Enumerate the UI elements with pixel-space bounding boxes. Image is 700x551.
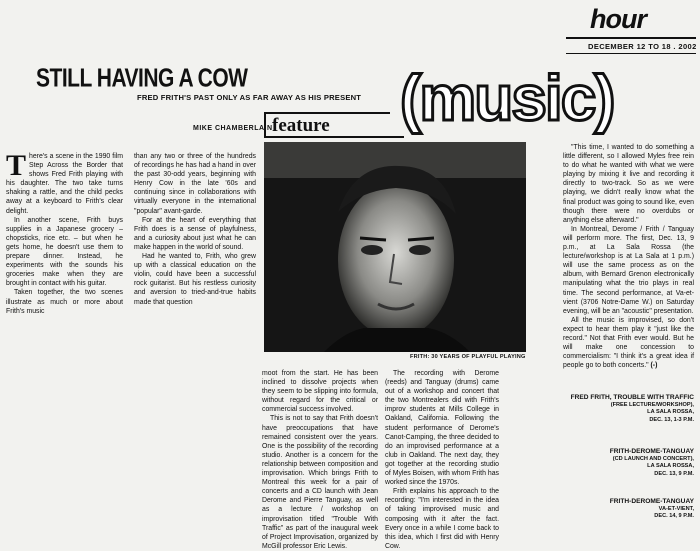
article-subhead: FRED FRITH'S PAST ONLY AS FAR AWAY AS HIS PRESENT — [137, 93, 362, 102]
paragraph: In another scene, Frith buys supplies in a Japanese grocery – chopsticks, rice etc. – but when he gets home, he doesn't use them to prepare dinner. Instead, he experiments with the sounds his groceries make when they are brought in contact with his guitar. — [6, 216, 123, 288]
article-column-1 — [6, 149, 123, 316]
listing-line: DEC. 14, 9 P.M. — [654, 513, 694, 520]
masthead-rule — [566, 37, 696, 39]
portrait-image — [264, 142, 526, 352]
event-listing — [570, 394, 694, 424]
feature-rule — [264, 136, 404, 138]
listing-title: FRED FRITH, TROUBLE WITH TRAFFIC — [570, 394, 694, 401]
article-headline: STILL HAVING A COW — [36, 64, 248, 93]
article-photo — [264, 142, 526, 352]
article-column-4 — [385, 369, 499, 551]
paragraph: There's a scene in the 1990 film Step Across the Border that shows Fred Frith playing with his daughter. The two take turns shaking a rattle, and the child pecks away at a keyboard to Frith's clear delight. — [6, 149, 123, 215]
paragraph: Had he wanted to, Frith, who grew up with a classical education on the violin, could have been a successful rock guitarist. But his restless curiosity and aversion to tried-and-true habits made that question — [134, 253, 256, 306]
paragraph: than any two or three of the hundreds of recordings he has had a hand in over the past 30-odd years, beginning with Henry Cow in the late '60s and continuing since in collaborations with virtually everyone in the international "popular" avant-garde. — [134, 153, 256, 215]
issue-date: DECEMBER 12 TO 18 . 2002 — [588, 42, 697, 51]
feature-tag: feature — [264, 112, 390, 136]
paragraph: Frith explains his approach to the recording: "I'm interested in the idea of taking improvised music and composing with it after the fact. Every once in a while I come back to this idea, which I first did with Henry Cow. — [385, 488, 499, 550]
article-column-3 — [262, 369, 378, 551]
paragraph: This is not to say that Frith doesn't have preoccupations that have remained consistent over the years. One is the possibility of the recording studio. Another is a concern for the relationship between composition and improvisation. Which brings Frith to Montreal this week for a pair of concerts and a CD launch with Jean Derome and Pierre Tanguay, as well as a lecture / workshop on improvisation titled "Trouble With Traffic" as part of the inaugural week of Project Improvisation, organized by McGill professor Eric Lewis. — [262, 415, 378, 550]
listing-line: (CD LAUNCH AND CONCERT), — [612, 456, 694, 463]
byline: MIKE CHAMBERLAIN — [193, 125, 273, 132]
article-column-2 — [134, 152, 256, 307]
section-title: (music) — [400, 62, 614, 134]
drop-cap: T — [6, 149, 27, 182]
paragraph: moot from the start. He has been inclined to dissolve projects when they seem to be slipping into formula, without regard for the critical or commercial success involved. — [262, 370, 378, 414]
listing-line: VA-ET-VIENT, — [658, 506, 694, 513]
publication-logo: hour — [590, 4, 646, 34]
paragraph: Taken together, the two scenes illustrate as much or more about Frith's music — [6, 289, 123, 315]
paragraph: "This time, I wanted to do something a little different, so I allowed Myles free rein to do what he wanted with what we were playing by mixing it live and recording it directly to two-track. So as we were playing, we didn't really know what the final product was going to sound like, even though there were no overdubs or anything else afterward." — [563, 144, 694, 224]
paragraph: All the music is improvised, so don't expect to hear them play it "just like the record." Not that Frith ever would. But he will make one concession to commercialism: "I think it's a great idea if people go to both concerts." (-) — [563, 316, 694, 370]
event-listing — [610, 498, 694, 521]
photo-caption: FRITH: 30 YEARS OF PLAYFUL PLAYING — [410, 354, 526, 360]
listing-line: DEC. 13, 1-3 P.M. — [649, 416, 694, 423]
listing-line: LA SALA ROSSA, — [647, 463, 694, 470]
paragraph: For at the heart of everything that Frith does is a sense of playfulness, and a curiosity about just what he can make happen in the world of sound. — [134, 216, 256, 251]
paragraph: The recording with Derome (reeds) and Tanguay (drums) came out of a workshop and concert that the two Montrealers did with Frith's improv students at Mills College in Oakland, California. Following the student performance of Derome's Canot-Camping, the three decided to do an improvised performance at a club in Oakland. The next day, they got together at the recording studio of Myles Boisen, with whom Frith has worked since the 1970s. — [385, 370, 499, 487]
article-column-5 — [563, 143, 694, 370]
masthead-rule-bottom — [566, 53, 696, 54]
listing-title: FRITH-DEROME-TANGUAY — [609, 448, 694, 455]
listing-line: (FREE LECTURE/WORKSHOP), — [610, 402, 694, 409]
paragraph: In Montreal, Derome / Frith / Tanguay will perform more. The first, Dec. 13, 9 p.m., at La Sala Rossa (the lecture/workshop is at La Sala at 1 p.m.) will use the same process as on the album, with Bernard Grenon electronically manipulating what the trio plays in real time. The second performance, at Va-et-vient (3706 Notre-Dame W.) on Saturday evening, will be an "acoustic" presentation. — [563, 225, 694, 315]
event-listing — [610, 448, 694, 478]
end-mark: (-) — [650, 362, 658, 370]
listing-line: DEC. 13, 9 P.M. — [654, 470, 694, 477]
listing-title: FRITH-DEROME-TANGUAY — [609, 498, 694, 505]
listing-line: LA SALA ROSSA, — [647, 409, 694, 416]
